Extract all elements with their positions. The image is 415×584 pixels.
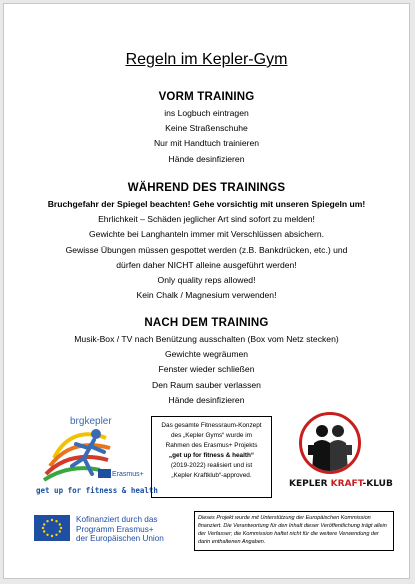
document-page bbox=[3, 3, 410, 579]
kk-word-klub: -KLUB bbox=[362, 479, 393, 489]
rule-line: Musik-Box / TV nach Benützung ausschalten (Box vom Netz stecken) bbox=[74, 334, 339, 344]
section-nach-training bbox=[4, 317, 409, 408]
eu-funding-banner bbox=[34, 512, 188, 548]
eu-line: Kofinanziert durch das bbox=[76, 515, 158, 524]
concept-line: Rahmen des Erasmus+ Projekts bbox=[165, 442, 258, 449]
rule-line: Only quality reps allowed! bbox=[157, 275, 256, 286]
kk-word-kepler: KEPLER bbox=[289, 479, 331, 489]
eu-line: der Europäischen Union bbox=[76, 534, 164, 544]
athletes-icon bbox=[302, 415, 358, 471]
section-heading: NACH DEM TRAINING bbox=[144, 317, 269, 329]
concept-line: „Kepler Kraftklub“-approved. bbox=[171, 472, 252, 479]
kraftklub-wordmark bbox=[289, 479, 393, 489]
project-tagline: get up for fitness & health bbox=[36, 486, 158, 495]
section-vorm-training bbox=[4, 91, 409, 167]
brgkepler-logo bbox=[36, 414, 158, 498]
rule-line: dürfen daher NICHT alleine ausgeführt werden! bbox=[116, 259, 297, 270]
rule-line: Hände desinfizieren bbox=[168, 394, 245, 405]
eu-disclaimer: Dieses Projekt wurde mit Unterstützung der Europäischen Kommission finanziert. Die Verantwortung für den Inhalt dieser Veröffentlichung trägt allein der Verfasser; die Kommission haftet nicht für die weitere Verwendung der darin enthaltenen Angaben. bbox=[194, 511, 394, 551]
eu-flag-icon bbox=[98, 469, 111, 478]
erasmus-label: Erasmus+ bbox=[112, 471, 144, 478]
concept-line bbox=[155, 451, 268, 461]
page-title: Regeln im Kepler-Gym bbox=[125, 51, 288, 68]
eu-flag-icon bbox=[34, 515, 70, 541]
rule-line: Ehrlichkeit – Schäden jeglicher Art sind sofort zu melden! bbox=[98, 214, 315, 225]
kepler-kraftklub-logo bbox=[289, 412, 393, 504]
rule-line: Gewisse Übungen müssen gespottet werden (z.B. Bankdrücken, etc.) und bbox=[65, 244, 348, 255]
section-waehrend-training bbox=[4, 182, 409, 303]
kk-word-kraft: KRAFT bbox=[330, 479, 363, 489]
rule-line: Fenster wieder schließen bbox=[158, 364, 255, 375]
brgkepler-wordmark: brgkepler bbox=[70, 416, 112, 427]
concept-line: des „Kepler Gyms“ wurde im bbox=[171, 432, 252, 439]
rule-line: Gewichte wegräumen bbox=[164, 349, 249, 360]
eu-funding-text bbox=[76, 515, 164, 544]
kraftklub-emblem bbox=[299, 412, 361, 474]
section-heading: WÄHREND DES TRAININGS bbox=[127, 182, 286, 194]
eu-line: Programm Erasmus+ bbox=[76, 524, 154, 534]
project-name: „get up for fitness & health“ bbox=[168, 452, 255, 459]
rule-line: Nur mit Handtuch trainieren bbox=[153, 138, 260, 149]
rule-line: Den Raum sauber verlassen bbox=[152, 379, 261, 390]
rule-line-warning: Bruchgefahr der Spiegel beachten! Gehe vorsichtig mit unseren Spiegeln um! bbox=[47, 199, 366, 209]
concept-line: (2019-2022) realisiert und ist bbox=[170, 462, 253, 469]
rule-line: Kein Chalk / Magnesium verwenden! bbox=[136, 290, 277, 301]
section-heading: VORM TRAINING bbox=[158, 91, 255, 103]
eu-stars-icon bbox=[34, 515, 70, 541]
rule-line: Keine Straßenschuhe bbox=[165, 123, 248, 134]
rule-line: ins Logbuch eintragen bbox=[164, 108, 249, 118]
concept-line: Das gesamte Fitnessraum-Konzept bbox=[161, 422, 262, 429]
rule-line: Hände desinfizieren bbox=[168, 153, 245, 164]
concept-info-box bbox=[151, 416, 272, 498]
rule-line: Gewichte bei Langhanteln immer mit Verschlüssen absichern. bbox=[88, 229, 324, 240]
